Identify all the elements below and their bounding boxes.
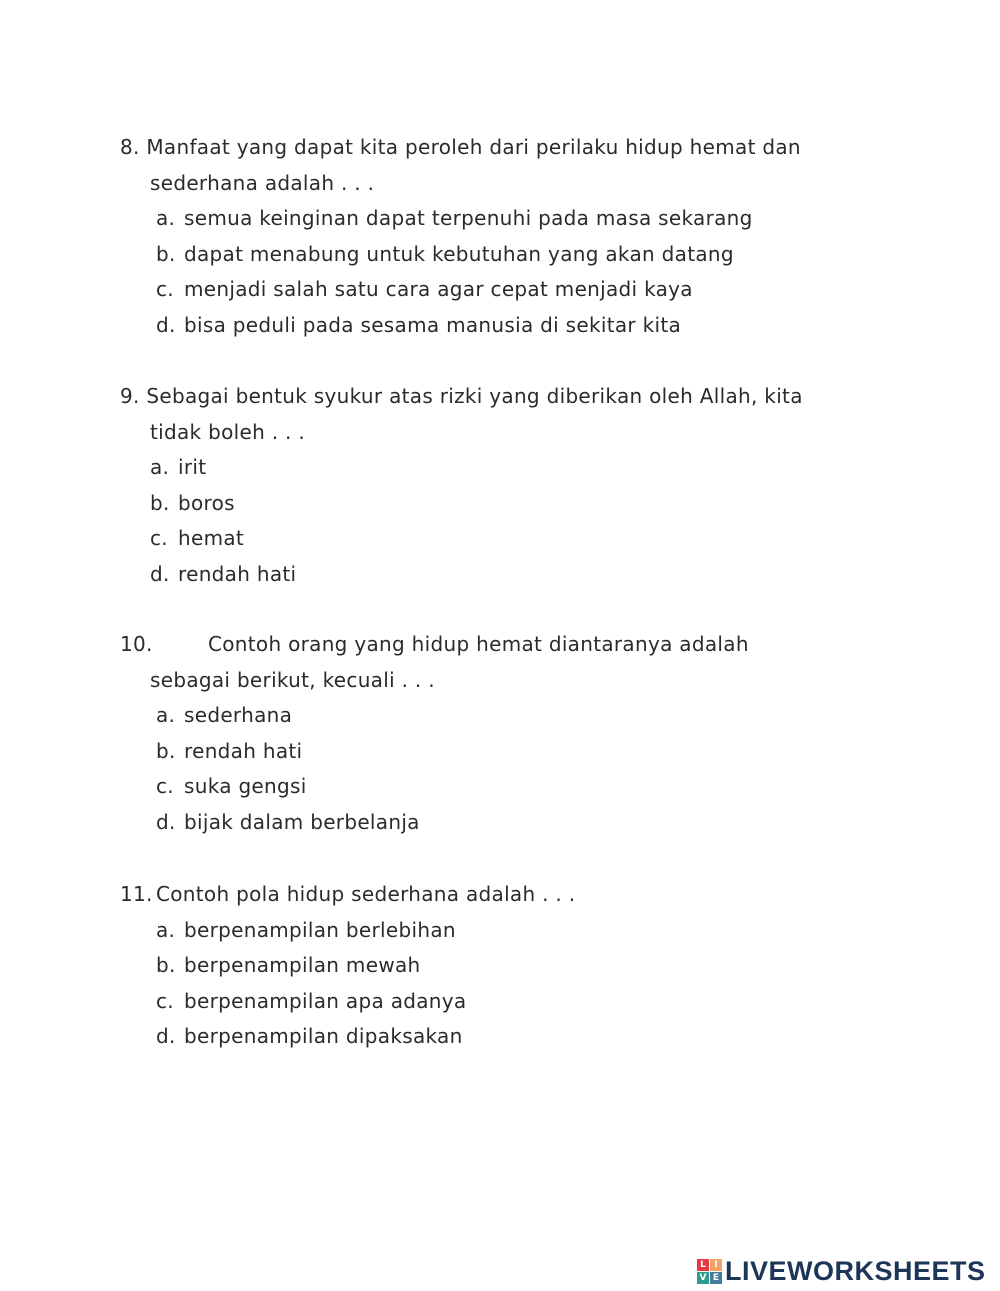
question-number: 9.	[120, 384, 140, 408]
option-letter: b.	[156, 241, 176, 266]
question-text-continued: sederhana adalah . . .	[150, 170, 375, 195]
logo-tile-e: E	[710, 1272, 722, 1284]
option-letter: c.	[156, 774, 174, 798]
option-text: menjadi salah satu cara agar cepat menjadi kaya	[184, 277, 693, 301]
option-letter: d.	[156, 1024, 176, 1048]
option-a[interactable]	[120, 913, 920, 949]
option-letter: a.	[150, 455, 170, 479]
question-9	[120, 379, 920, 592]
logo-tile-i: I	[710, 1259, 722, 1271]
option-text: hemat	[178, 526, 245, 550]
option-letter: d.	[150, 561, 170, 586]
option-letter: a.	[156, 917, 176, 942]
question-text: Sebagai bentuk syukur atas rizki yang diberikan oleh Allah, kita	[146, 384, 803, 408]
question-text: Contoh pola hidup sederhana adalah . . .	[156, 882, 576, 906]
option-letter: a.	[156, 206, 176, 230]
question-line	[120, 627, 920, 663]
question-number: 11.	[120, 882, 153, 906]
option-b[interactable]	[120, 237, 920, 273]
option-a[interactable]	[120, 201, 920, 237]
option-letter: d.	[156, 312, 176, 337]
option-text: bisa peduli pada sesama manusia di sekitar kita	[184, 312, 682, 337]
option-text: berpenampilan dipaksakan	[184, 1024, 463, 1048]
option-b[interactable]	[120, 486, 920, 522]
question-number: 10.	[120, 632, 153, 656]
option-text: dapat menabung untuk kebutuhan yang akan datang	[184, 241, 734, 266]
option-letter: d.	[156, 809, 176, 834]
option-text: sederhana	[184, 703, 293, 727]
logo-icon	[697, 1259, 722, 1284]
option-a[interactable]	[120, 450, 920, 486]
option-b[interactable]	[120, 948, 920, 984]
option-text: irit	[178, 455, 207, 479]
option-d[interactable]	[120, 805, 920, 841]
option-c[interactable]	[120, 769, 920, 805]
option-d[interactable]	[120, 557, 920, 593]
option-d[interactable]	[120, 308, 920, 344]
option-text: semua keinginan dapat terpenuhi pada masa sekarang	[184, 206, 753, 230]
option-text: boros	[178, 490, 235, 515]
option-letter: b.	[150, 490, 170, 515]
option-d[interactable]	[120, 1019, 920, 1055]
option-text: rendah hati	[184, 738, 303, 763]
option-text: suka gengsi	[184, 774, 307, 798]
option-text: bijak dalam berbelanja	[184, 809, 420, 834]
question-text-continued: sebagai berikut, kecuali . . .	[150, 667, 435, 692]
option-b[interactable]	[120, 734, 920, 770]
option-letter: b.	[156, 953, 176, 977]
option-letter: a.	[156, 703, 176, 727]
option-letter: c.	[150, 526, 168, 550]
option-text: berpenampilan mewah	[184, 953, 421, 977]
option-c[interactable]	[120, 272, 920, 308]
question-text: Manfaat yang dapat kita peroleh dari perilaku hidup hemat dan	[146, 135, 801, 159]
question-line	[120, 130, 920, 166]
logo-text: LIVEWORKSHEETS	[725, 1255, 986, 1286]
option-text: berpenampilan apa adanya	[184, 988, 467, 1013]
option-text: berpenampilan berlebihan	[184, 917, 456, 942]
question-10	[120, 627, 920, 840]
option-letter: c.	[156, 988, 174, 1013]
question-line	[120, 379, 920, 415]
logo-tile-v: V	[697, 1272, 709, 1284]
option-c[interactable]	[120, 521, 920, 557]
liveworksheets-logo[interactable]	[697, 1255, 986, 1286]
option-a[interactable]	[120, 698, 920, 734]
question-line	[120, 877, 920, 913]
question-number: 8.	[120, 135, 140, 159]
question-11	[120, 877, 920, 1055]
question-8	[120, 130, 920, 343]
option-letter: b.	[156, 738, 176, 763]
option-text: rendah hati	[178, 561, 297, 586]
logo-tile-l: L	[697, 1259, 709, 1271]
question-text-continued: tidak boleh . . .	[150, 419, 306, 444]
option-c[interactable]	[120, 984, 920, 1020]
option-letter: c.	[156, 277, 174, 301]
question-text: Contoh orang yang hidup hemat diantaranya adalah	[208, 632, 749, 656]
